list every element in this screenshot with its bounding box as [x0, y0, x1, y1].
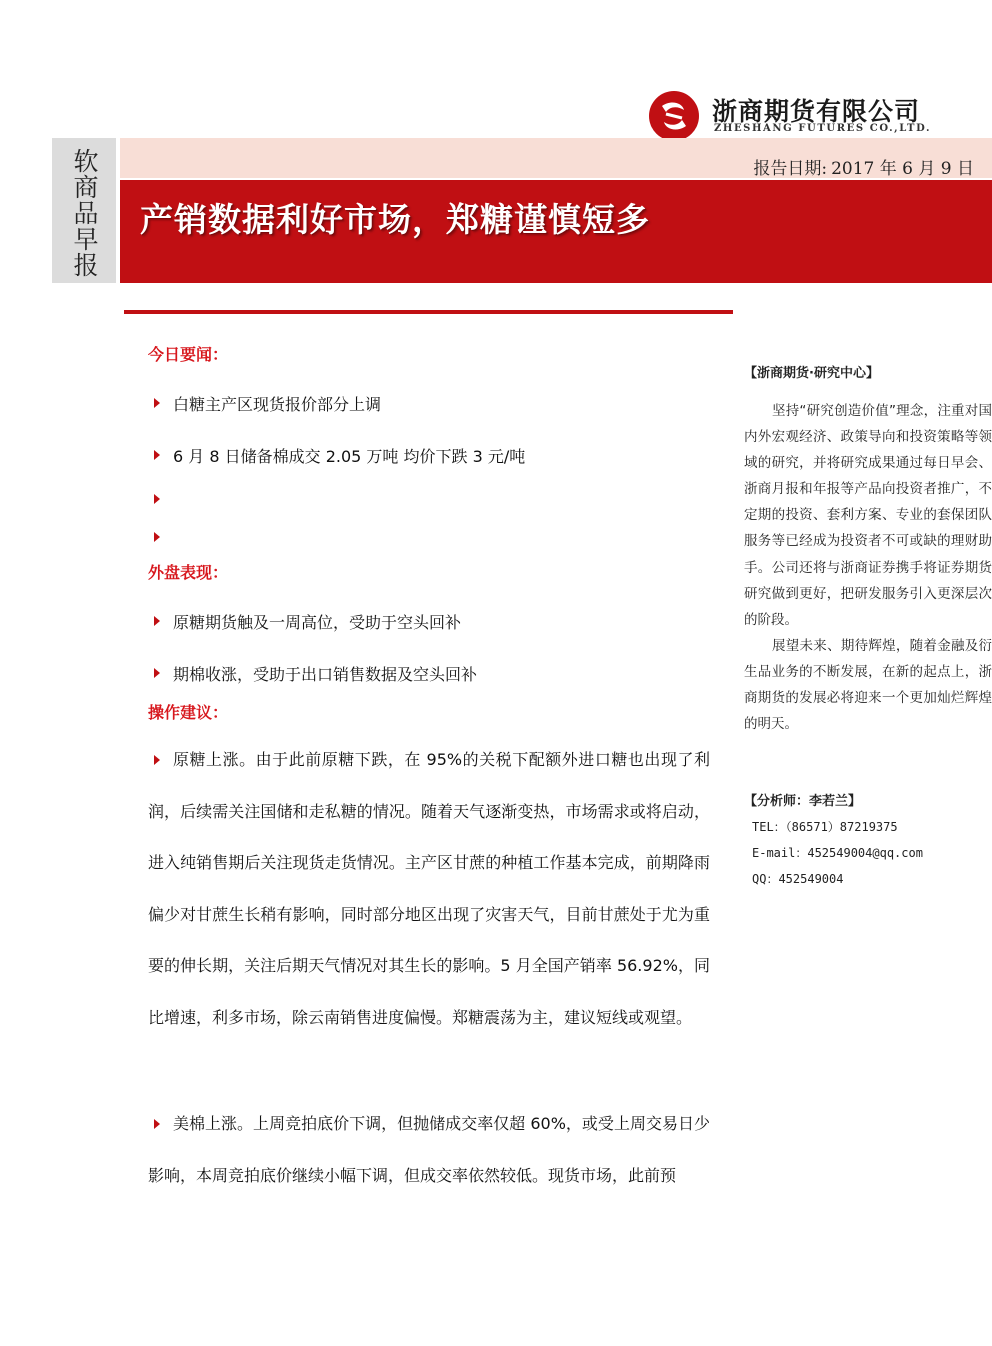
company-name-cn: 浙商期货有限公司 [712, 97, 921, 126]
company-name-en: ZHESHANG FUTURES CO.,LTD. [714, 123, 932, 134]
analyst-qq: QQ：452549004 [752, 872, 844, 886]
bullet-icon [152, 448, 162, 462]
report-category-tab [52, 138, 116, 283]
advice-heading: 操作建议： [148, 703, 229, 722]
description-paragraph: 坚持“研究创造价值”理念，注重对国内外宏观经济、政策导向和投资策略等领域的研究，并将研究成果通过每日早会、浙商月报和年报等产品向投资者推广，不定期的投资、套利方案、专业的套保团队服务等已经成为投资者不可或缺的理财助手。公司还将与浙商证券携手将证券期货研究做到更好，把研发服务引入更深层次的阶段。 [744, 403, 992, 628]
today-news-heading: 今日要闻： [148, 345, 229, 364]
description-paragraph: 展望未来、期待辉煌，随着金融及衍生品业务的不断发展，在新的起点上，浙商期货的发展必将迎来一个更加灿烂辉煌的明天。 [744, 637, 992, 733]
report-date [753, 154, 974, 179]
external-item: 原糖期货触及一周高位，受助于空头回补 [173, 613, 462, 632]
bullet-icon [152, 396, 162, 410]
analyst-tel: TEL：（86571）87219375 [752, 820, 898, 834]
advice-paragraph-sugar: 原糖上涨。由于此前原糖下跌，在 95%的关税下配额外进口糖也出现了利润，后续需关注国储和走私糖的情况。随着天气逐渐变热，市场需求或将启动，进入纯销售期后关注现货走货情况。主产区甘蔗的种植工作基本完成，前期降雨偏少对甘蔗生长稍有影响，同时部分地区出现了灾害天气，目前甘蔗处于尤为重要的伸长期，关注后期天气情况对其生长的影响。5 月全国产销率 56.92%，同比增速，利多市场，除云南销售进度偏慢。郑糖震荡为主，建议短线或观望。 [148, 750, 710, 1027]
report-title: 产销数据利好市场，郑糖谨慎短多 [140, 200, 650, 239]
bullet-icon [152, 614, 162, 628]
analyst-heading: 【分析师：李若兰】 [744, 794, 862, 809]
external-item: 期棉收涨，受助于出口销售数据及空头回补 [173, 665, 478, 684]
research-center-description [744, 398, 992, 737]
section-divider [124, 310, 733, 314]
external-market-heading: 外盘表现： [148, 563, 229, 582]
report-category-label: 软商品早报 [70, 148, 99, 278]
analyst-email: E-mail：452549004@qq.com [752, 846, 923, 860]
date-band [120, 138, 992, 178]
title-band [120, 180, 992, 283]
company-logo-icon [648, 90, 700, 142]
bullet-icon [152, 492, 162, 506]
news-item: 白糖主产区现货报价部分上调 [173, 395, 382, 414]
bullet-icon [152, 666, 162, 680]
news-item: 6 月 8 日储备棉成交 2.05 万吨 均价下跌 3 元/吨 [173, 447, 526, 466]
bullet-icon [152, 530, 162, 544]
report-date-value: 2017 年 6 月 9 日 [831, 159, 974, 179]
report-date-label: 报告日期: [753, 159, 828, 179]
research-center-title: 【浙商期货·研究中心】 [744, 366, 879, 381]
advice-paragraph-cotton: 美棉上涨。上周竞拍底价下调，但抛储成交率仅超 60%，或受上周交易日少影响，本周竞拍底价继续小幅下调，但成交率依然较低。现货市场，此前预 [148, 1114, 710, 1185]
